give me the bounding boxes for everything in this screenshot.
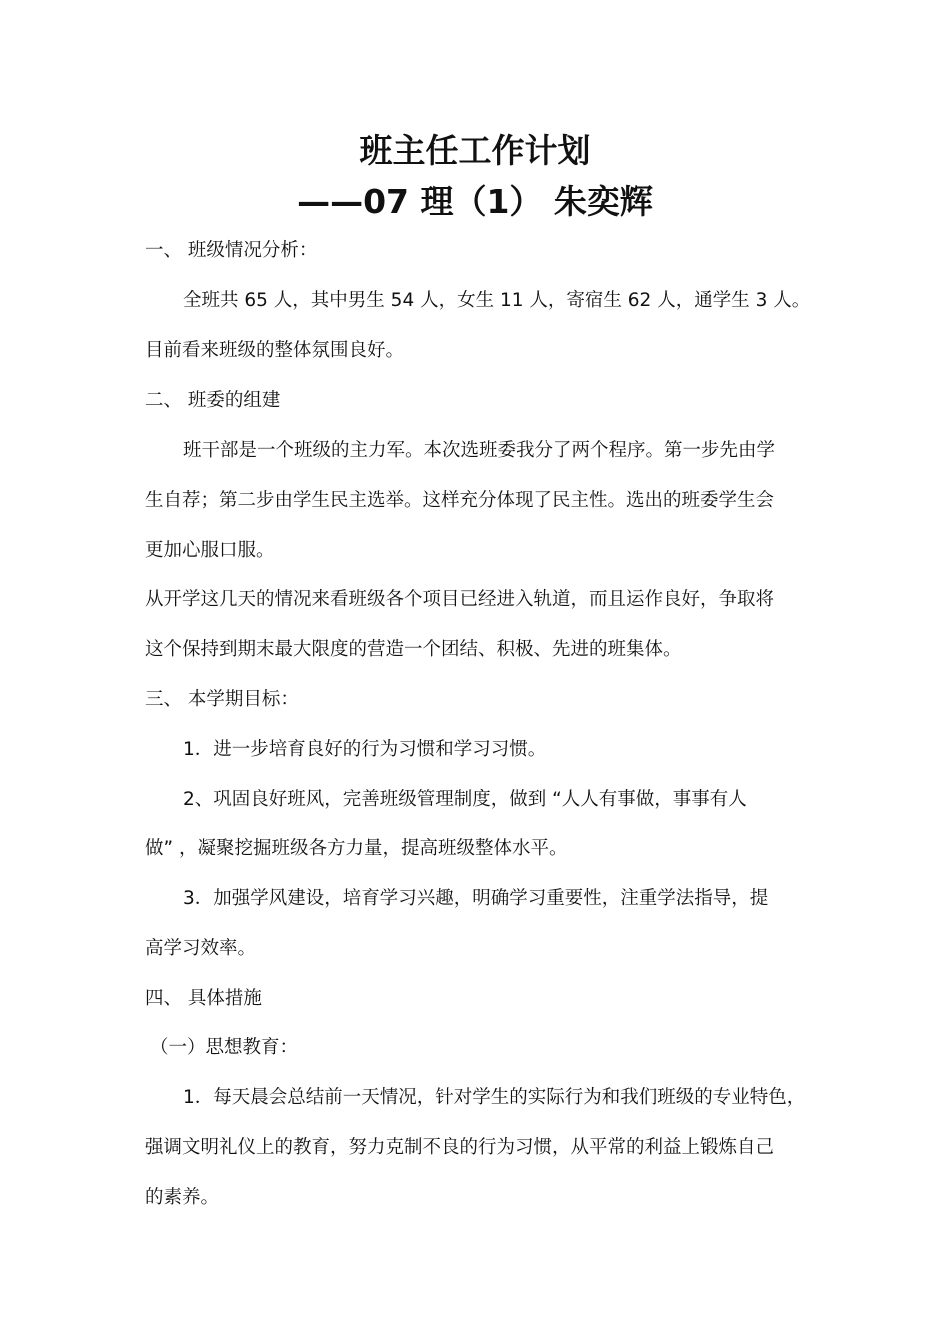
document-subtitle: ——07 理（1） 朱奕辉 xyxy=(297,182,653,221)
paragraph-line: 这个保持到期末最大限度的营造一个团结、积极、先进的班集体。 xyxy=(145,639,682,660)
paragraph-line: 强调文明礼仪上的教育，努力克制不良的行为习惯，从平常的利益上锻炼自己 xyxy=(145,1137,775,1158)
paragraph-line: 从开学这几天的情况来看班级各个项目已经进入轨道，而且运作良好，争取将 xyxy=(145,589,775,610)
paragraph-line: 生自荐；第二步由学生民主选举。这样充分体现了民主性。选出的班委学生会 xyxy=(145,490,775,511)
list-item: 1．每天晨会总结前一天情况，针对学生的实际行为和我们班级的专业特色， xyxy=(183,1087,806,1108)
paragraph-line: 班干部是一个班级的主力军。本次选班委我分了两个程序。第一步先由学 xyxy=(183,440,776,461)
section-heading-3: 三、 本学期目标： xyxy=(145,689,299,710)
paragraph-line: 的素养。 xyxy=(145,1187,220,1208)
paragraph-line: 全班共 65 人，其中男生 54 人，女生 11 人，寄宿生 62 人，通学生 3 人。 xyxy=(183,290,811,311)
list-item: 2、巩固良好班风，完善班级管理制度，做到 “人人有事做，事事有人 xyxy=(183,789,747,810)
paragraph-line: 目前看来班级的整体氛围良好。 xyxy=(145,340,405,361)
list-item: 1．进一步培育良好的行为习惯和学习习惯。 xyxy=(183,739,547,760)
subsection-heading: （一）思想教育： xyxy=(150,1037,299,1058)
document-title: 班主任工作计划 xyxy=(359,131,591,170)
paragraph-line: 更加心服口服。 xyxy=(145,540,275,561)
paragraph-line: 做” ，凝聚挖掘班级各方力量，提高班级整体水平。 xyxy=(145,838,568,859)
section-heading-2: 二、 班委的组建 xyxy=(145,390,281,411)
section-heading-4: 四、 具体措施 xyxy=(145,988,262,1009)
paragraph-line: 高学习效率。 xyxy=(145,938,257,959)
list-item: 3．加强学风建设，培育学习兴趣，明确学习重要性，注重学法指导，提 xyxy=(183,888,769,909)
section-heading-1: 一、 班级情况分析： xyxy=(145,240,318,261)
